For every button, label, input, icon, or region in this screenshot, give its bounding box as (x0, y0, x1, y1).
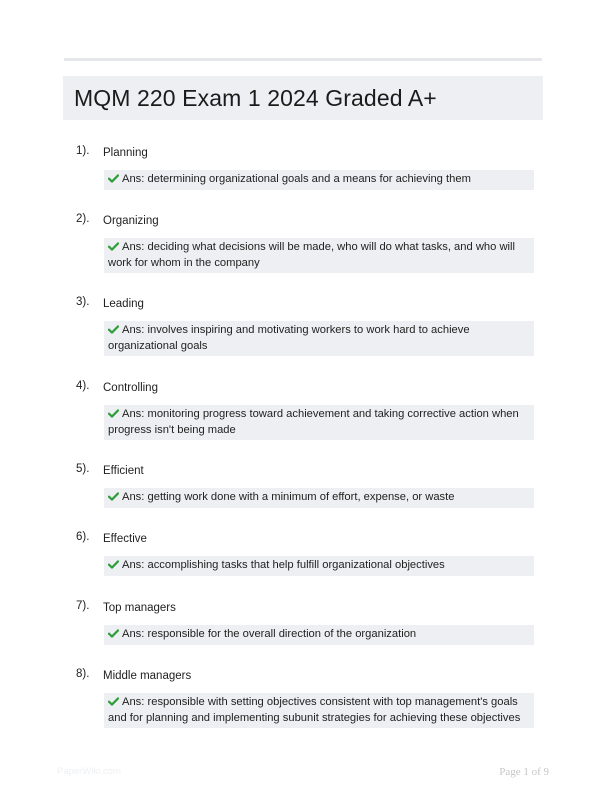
answer-box (104, 488, 534, 508)
answer-text: Ans: responsible with setting objectives consistent with top management's goals and for planning and implementing subunit strategies for achieving these objectives (108, 696, 521, 724)
answer-box (104, 405, 534, 440)
title-banner (63, 76, 543, 120)
page-title: MQM 220 Exam 1 2024 Graded A+ (74, 84, 437, 111)
question-number: 8). (76, 668, 90, 680)
checkmark-icon (108, 629, 119, 638)
question-number: 5). (76, 463, 90, 475)
answer-box (104, 693, 534, 728)
question-term: Top managers (103, 602, 176, 614)
question-term: Leading (103, 298, 144, 310)
checkmark-icon (108, 697, 119, 706)
checkmark-icon (108, 242, 119, 251)
checkmark-icon (108, 492, 119, 501)
question-term: Efficient (103, 465, 144, 477)
answer-text: Ans: determining organizational goals and a means for achieving them (122, 173, 471, 185)
checkmark-icon (108, 409, 119, 418)
question-number: 1). (76, 145, 90, 157)
answer-box (104, 556, 534, 576)
page-indicator: Page 1 of 9 (499, 766, 549, 778)
question-number: 2). (76, 213, 90, 225)
question-number: 3). (76, 296, 90, 308)
question-term: Organizing (103, 215, 159, 227)
checkmark-icon (108, 325, 119, 334)
answer-text: Ans: accomplishing tasks that help fulfill organizational objectives (122, 559, 445, 571)
question-term: Middle managers (103, 670, 192, 682)
answer-box (104, 238, 534, 273)
checkmark-icon (108, 560, 119, 569)
answer-text: Ans: responsible for the overall direction of the organization (122, 628, 417, 640)
answer-box (104, 625, 534, 645)
question-number: 7). (76, 600, 90, 612)
answer-text: Ans: involves inspiring and motivating workers to work hard to achieve organizational goals (108, 324, 470, 352)
answer-text: Ans: getting work done with a minimum of effort, expense, or waste (122, 491, 455, 503)
answer-box (104, 321, 534, 356)
footer-watermark: PaperWiki.com (57, 766, 121, 777)
question-term: Planning (103, 147, 148, 159)
answer-box (104, 170, 534, 190)
answer-text: Ans: deciding what decisions will be made, who will do what tasks, and who will work for whom in the company (108, 241, 515, 269)
question-term: Effective (103, 533, 147, 545)
question-number: 4). (76, 380, 90, 392)
answer-text: Ans: monitoring progress toward achievement and taking corrective action when progress isn't being made (108, 408, 519, 436)
header-divider (64, 58, 542, 61)
question-term: Controlling (103, 382, 158, 394)
question-number: 6). (76, 531, 90, 543)
checkmark-icon (108, 174, 119, 183)
